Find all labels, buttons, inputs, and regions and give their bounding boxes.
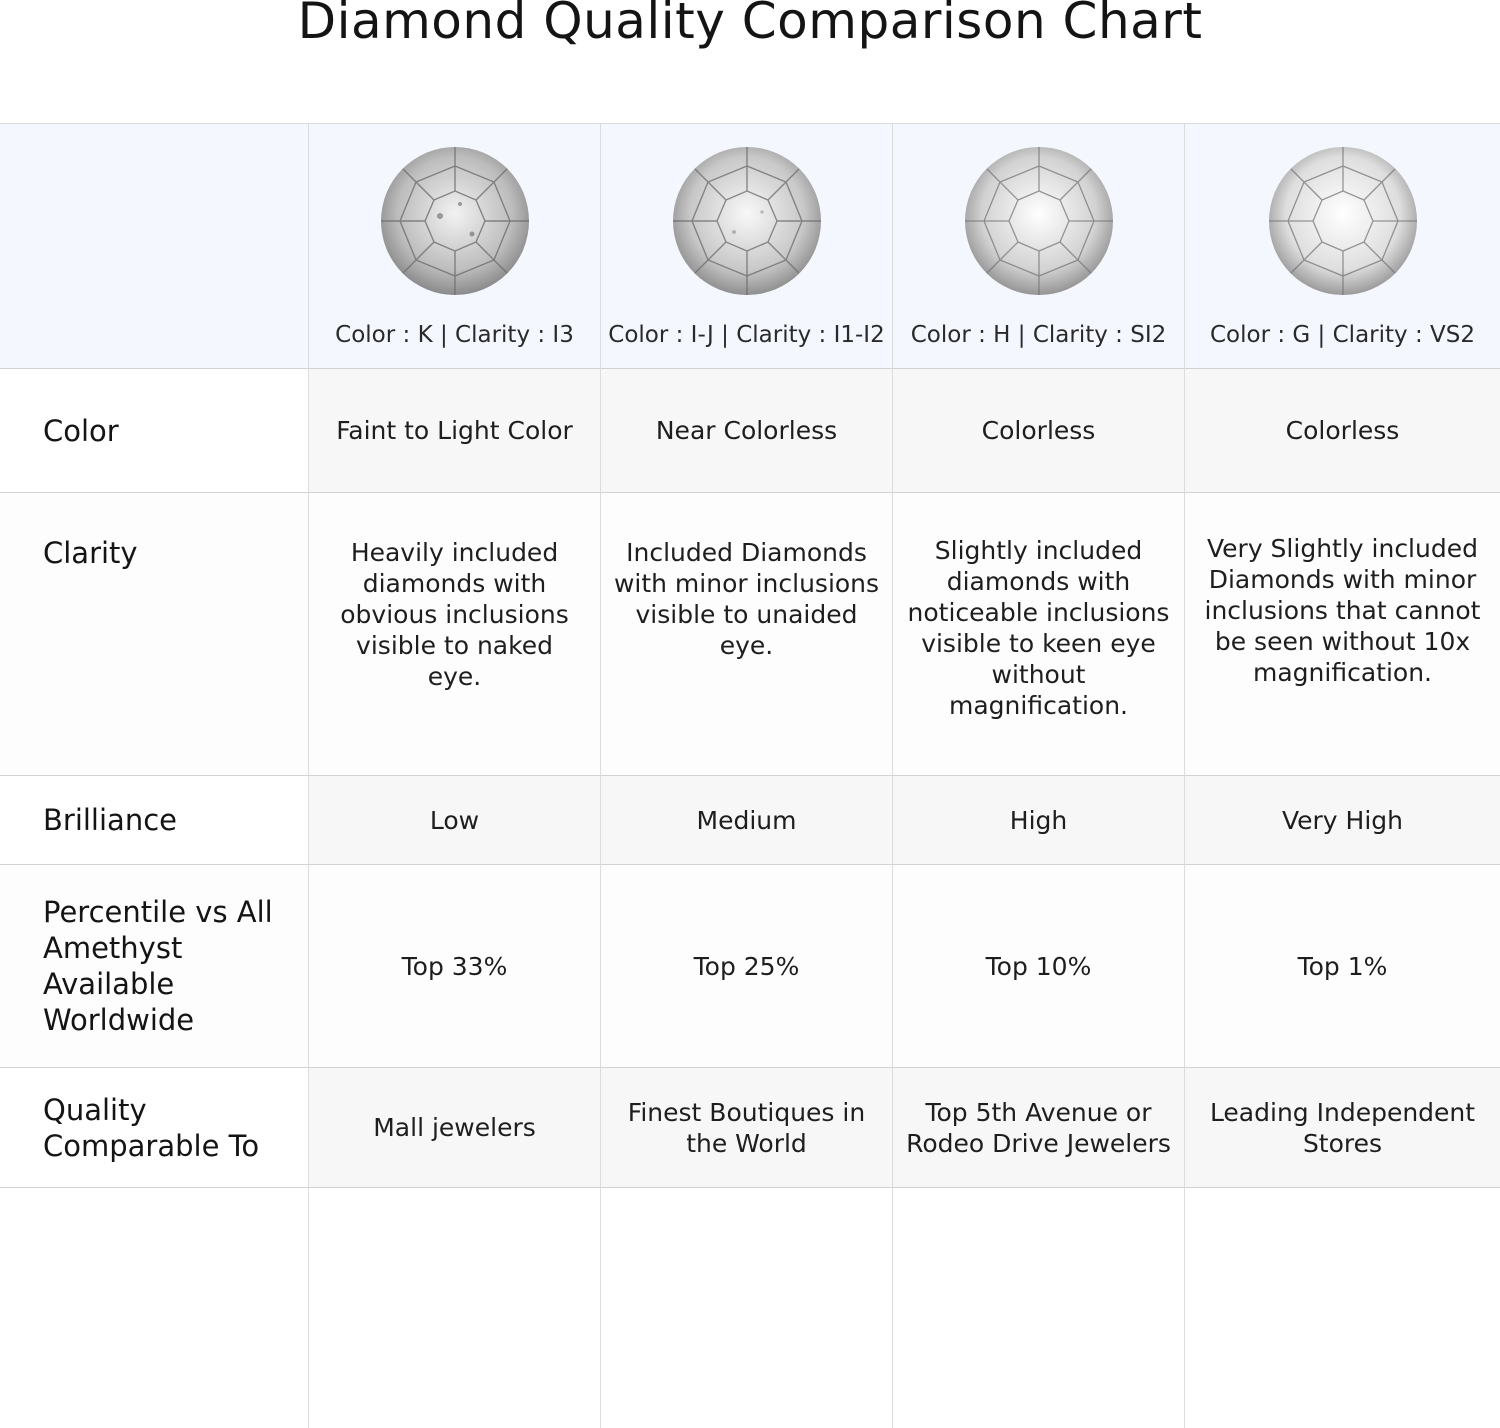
row-label-brilliance: Brilliance bbox=[0, 776, 309, 865]
table-cell: Top 25% bbox=[601, 865, 893, 1068]
header-empty-cell bbox=[0, 124, 309, 369]
diamond-spec: Color : I-J | Clarity : I1-I2 bbox=[608, 322, 885, 348]
diamond-icon bbox=[672, 146, 822, 296]
table-cell: Leading Independent Stores bbox=[1185, 1068, 1500, 1188]
diamond-spec: Color : H | Clarity : SI2 bbox=[910, 322, 1167, 348]
table-cell: Very High bbox=[1185, 776, 1500, 865]
empty-cell bbox=[601, 1188, 893, 1428]
header-col-3 bbox=[893, 124, 1185, 369]
comparison-table bbox=[0, 123, 1500, 1428]
table-cell: Included Diamonds with minor inclusions visible to unaided eye. bbox=[601, 493, 893, 776]
table-cell: Near Colorless bbox=[601, 369, 893, 493]
row-label-color: Color bbox=[0, 369, 309, 493]
table-cell: Top 5th Avenue or Rodeo Drive Jewelers bbox=[893, 1068, 1185, 1188]
table-cell: Mall jewelers bbox=[309, 1068, 601, 1188]
empty-cell bbox=[1185, 1188, 1500, 1428]
table-cell: Top 1% bbox=[1185, 865, 1500, 1068]
table-cell: High bbox=[893, 776, 1185, 865]
row-label-percentile: Percentile vs All Amethyst Available Worldwide bbox=[0, 865, 309, 1068]
table-cell: Heavily included diamonds with obvious inclusions visible to naked eye. bbox=[309, 493, 601, 776]
row-label-clarity: Clarity bbox=[0, 493, 309, 776]
empty-cell bbox=[0, 1188, 309, 1428]
header-col-2 bbox=[601, 124, 893, 369]
header-col-4 bbox=[1185, 124, 1500, 369]
empty-cell bbox=[893, 1188, 1185, 1428]
table-cell: Colorless bbox=[1185, 369, 1500, 493]
table-cell: Faint to Light Color bbox=[309, 369, 601, 493]
table-cell: Slightly included diamonds with noticeable inclusions visible to keen eye without magnification. bbox=[893, 493, 1185, 776]
empty-cell bbox=[309, 1188, 601, 1428]
table-cell: Low bbox=[309, 776, 601, 865]
table-cell: Medium bbox=[601, 776, 893, 865]
page-title: Diamond Quality Comparison Chart bbox=[297, 0, 1203, 50]
diamond-icon bbox=[964, 146, 1114, 296]
header-col-1 bbox=[309, 124, 601, 369]
table-cell: Finest Boutiques in the World bbox=[601, 1068, 893, 1188]
diamond-spec: Color : G | Clarity : VS2 bbox=[1210, 322, 1475, 348]
diamond-icon bbox=[380, 146, 530, 296]
row-label-quality: Quality Comparable To bbox=[0, 1068, 309, 1188]
table-cell: Top 33% bbox=[309, 865, 601, 1068]
diamond-spec: Color : K | Clarity : I3 bbox=[335, 322, 574, 348]
table-cell: Top 10% bbox=[893, 865, 1185, 1068]
diamond-icon bbox=[1268, 146, 1418, 296]
table-cell: Very Slightly included Diamonds with minor inclusions that cannot be seen without 10x magnification. bbox=[1185, 493, 1500, 776]
table-cell: Colorless bbox=[893, 369, 1185, 493]
